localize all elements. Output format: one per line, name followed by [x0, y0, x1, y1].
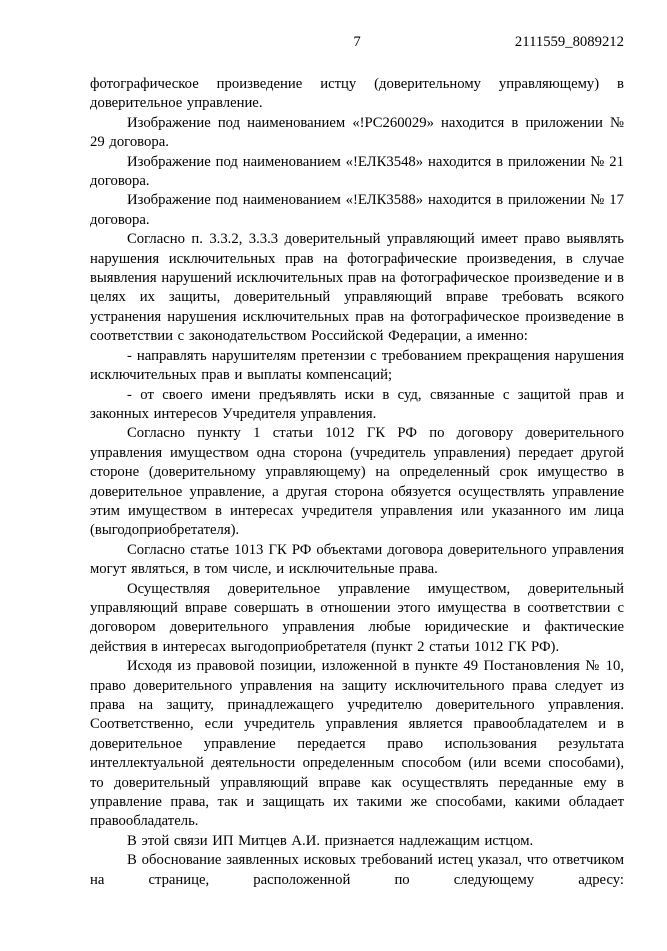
paragraph: В обоснование заявленных исковых требований истец указал, что ответчиком на странице, расположенной по следующему адресу:: [90, 852, 624, 888]
document-body: [90, 75, 624, 890]
paragraph: - направлять нарушителям претензии с требованием прекращения нарушения исключительных прав и выплаты компенсаций;: [90, 347, 624, 384]
page-header: [90, 33, 624, 53]
paragraph: Исходя из правовой позиции, изложенной в пункте 49 Постановления № 10, право доверительного управления на защиту исключительного права следует из права на защиту, принадлежащего учредителю доверительного управления. Соответственно, если учредитель управления является правообладателем и в доверительное управление передается право использования результата интеллектуальной деятельности определенным способом (или всеми способами), то доверительный управляющий вправе как осуществлять переданные ему в управление права, так и защищать их такими же способами, какими обладает правообладатель.: [90, 658, 624, 830]
paragraph: Изображение под наименованием «!ЕЛК3588» находится в приложении № 17 договора.: [90, 192, 624, 228]
paragraph: фотографическое произведение истцу (доверительному управляющему) в доверительное управление.: [90, 76, 624, 112]
paragraph: Согласно п. 3.3.2, 3.3.3 доверительный управляющий имеет право выявлять нарушения исключительных прав на фотографические произведения, в случае выявления нарушений исключительных прав на фотографическое произведение и в целях их защиты, доверительный управляющий вправе требовать всякого устранения нарушения исключительных прав на фотографическое произведение в соответствии с законодательством Российской Федерации, а именно:: [90, 231, 624, 345]
paragraph: - от своего имени предъявлять иски в суд, связанные с защитой прав и законных интересов Учредителя управления.: [90, 386, 624, 422]
paragraph: Согласно статье 1013 ГК РФ объектами договора доверительного управления могут являться, в том числе, и исключительные права.: [90, 541, 624, 578]
case-number: 2111559_8089212: [514, 34, 624, 50]
paragraph: Изображение под наименованием «!ЕЛК3548» находится в приложении № 21 договора.: [90, 153, 624, 190]
page-number: 7: [353, 34, 361, 50]
paragraph: В этой связи ИП Митцев А.И. признается надлежащим истцом.: [127, 832, 534, 849]
paragraph: Осуществляя доверительное управление имуществом, доверительный управляющий вправе совершать в отношении этого имущества в соответствии с договором доверительного управления любые юридические и фактические действия в интересах выгодоприобретателя (пункт 2 статьи 1012 ГК РФ).: [90, 580, 624, 655]
paragraph: Изображение под наименованием «!PC260029» находится в приложении № 29 договора.: [90, 114, 624, 151]
paragraph: Согласно пункту 1 статьи 1012 ГК РФ по договору доверительного управления имуществом одна сторона (учредитель управления) передает другой стороне (доверительному управляющему) на определенный срок имущество в доверительное управление, а другая сторона обязуется осуществлять управление этим имуществом в интересах учредителя управления или указанного им лица (выгодоприобретателя).: [90, 425, 624, 539]
